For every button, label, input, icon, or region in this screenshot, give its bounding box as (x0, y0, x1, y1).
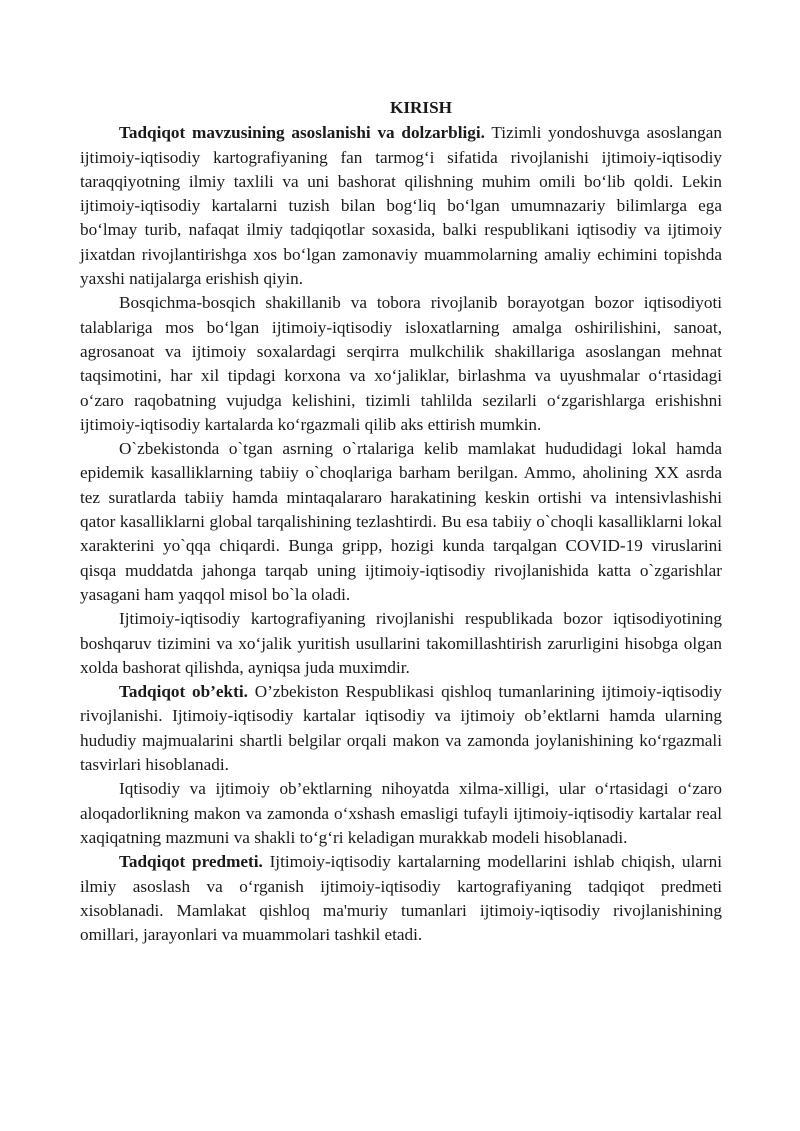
paragraph-text: O’zbekiston Respublikasi qishloq tumanlarining ijtimoiy-iqtisodiy rivojlanishi. Ijtimoiy-iqtisodiy kartalar iqtisodiy va ijtimoiy ob’ektlarni hamda ularning hududiy majmualarini shartli belgilar orqali makon va zamonda joylanishining ko‘rgazmali tasvirlari hisoblanadi. (80, 682, 722, 775)
document-title: KIRISH (389, 98, 453, 117)
paragraph-research-object (80, 680, 722, 777)
paragraph-lead: Tadqiqot ob’ekti. (119, 682, 248, 702)
paragraph-text: O`zbekistonda o`tgan asrning o`rtalariga kelib mamlakat hududidagi lokal hamda epidemik kasalliklarning tabiiy o`choqlariga barham berilgan. Ammo, aholining XX asrda tez suratlarda tabiiy hamda mintaqalararo harakatining keskin ortishi va intensivlashishi qator kasalliklarni global tarqalishining tezlashtirdi. Bu esa tabiiy o`choqli kasalliklarni lokal xarakterini yo`qqa chiqardi. Bunga gripp, hozigi kunda tarqalgan COVID-19 viruslarini qisqa muddatda jahonga tarqab uning ijtimoiy-iqtisodiy rivojlanishida katta o`zgarishlar yasagani ham yaqqol misol bo`la oladi. (80, 439, 722, 604)
paragraph-text: Bosqichma-bosqich shakillanib va tobora rivojlanib borayotgan bozor iqtisodiyoti talablariga mos bo‘lgan ijtimoiy-iqtisodiy isloxatlarning amalga oshirilishini, sanoat, agrosanoat va ijtimoiy soxalardagi serqirra mulkchilik shakillariga asoslangan mehnat taqsimotini, har xil tipdagi korxona va xo‘jaliklar, birlashma va uyushmalar o‘rtasidagi o‘zaro raqobatning vujudga kelishini, tizimli tahlilda sezilarli o‘zgarishlarga erishishni ijtimoiy-iqtisodiy kartalarda ko‘rgazmali qilib aks ettirish mumkin. (80, 293, 722, 434)
paragraph-cartography-development (80, 607, 722, 680)
paragraph-relevance (80, 121, 722, 291)
paragraph-text: Ijtimoiy-iqtisodiy kartografiyaning rivojlanishi respublikada bozor iqtisodiyotining boshqaruv tizimini va xo‘jalik yuritish usullarini takomillashtirish zarurligini hisobga olgan xolda bashorat qilishda, ayniqsa juda muximdir. (80, 609, 722, 677)
paragraph-lead: Tadqiqot predmeti. (119, 852, 263, 872)
paragraph-objects-diversity (80, 777, 722, 850)
document-page (80, 96, 722, 947)
paragraph-text: Tizimli yondoshuvga asoslangan ijtimoiy-iqtisodiy kartografiyaning fan tarmog‘i sifatida rivojlanishi ijtimoiy-iqtisodiy taraqqiyotning ilmiy taxlili va uni bashorat qilishning muhim omili bo‘lib qoldi. Lekin ijtimoiy-iqtisodiy kartalarni tuzish bilan bog‘liq bo‘lgan umumnazariy bilimlarga ega bo‘lmay turib, nafaqat ilmiy tadqiqotlar soxasida, balki respublikani iqtisodiy va ijtimoiy jixatdan rivojlantirishga xos bo‘lgan zamonaviy muammolarning amaliy echimini topishda yaxshi natijalarga erishish qiyin. (80, 123, 722, 289)
paragraph-text: Iqtisodiy va ijtimoiy ob’ektlarning nihoyatda xilma-xilligi, ular o‘rtasidagi o‘zaro aloqadorlikning makon va zamonda o‘xshash emasligi tufayli ijtimoiy-iqtisodiy kartalar real xaqiqatning mazmuni va shakli to‘g‘ri keladigan murakkab modeli hisoblanadi. (80, 779, 722, 847)
paragraph-research-subject (80, 850, 722, 947)
paragraph-text: Ijtimoiy-iqtisodiy kartalarning modellarini ishlab chiqish, ularni ilmiy asoslash va o‘rganish ijtimoiy-iqtisodiy kartografiyaning tadqiqot predmeti xisoblanadi. Mamlakat qishloq ma'muriy tumanlari ijtimoiy-iqtisodiy rivojlanishining omillari, jarayonlari va muammolari tashkil etadi. (80, 852, 722, 945)
paragraph-reforms (80, 291, 722, 437)
paragraph-diseases (80, 437, 722, 607)
paragraph-lead: Tadqiqot mavzusining asoslanishi va dolzarbligi. (119, 123, 485, 143)
